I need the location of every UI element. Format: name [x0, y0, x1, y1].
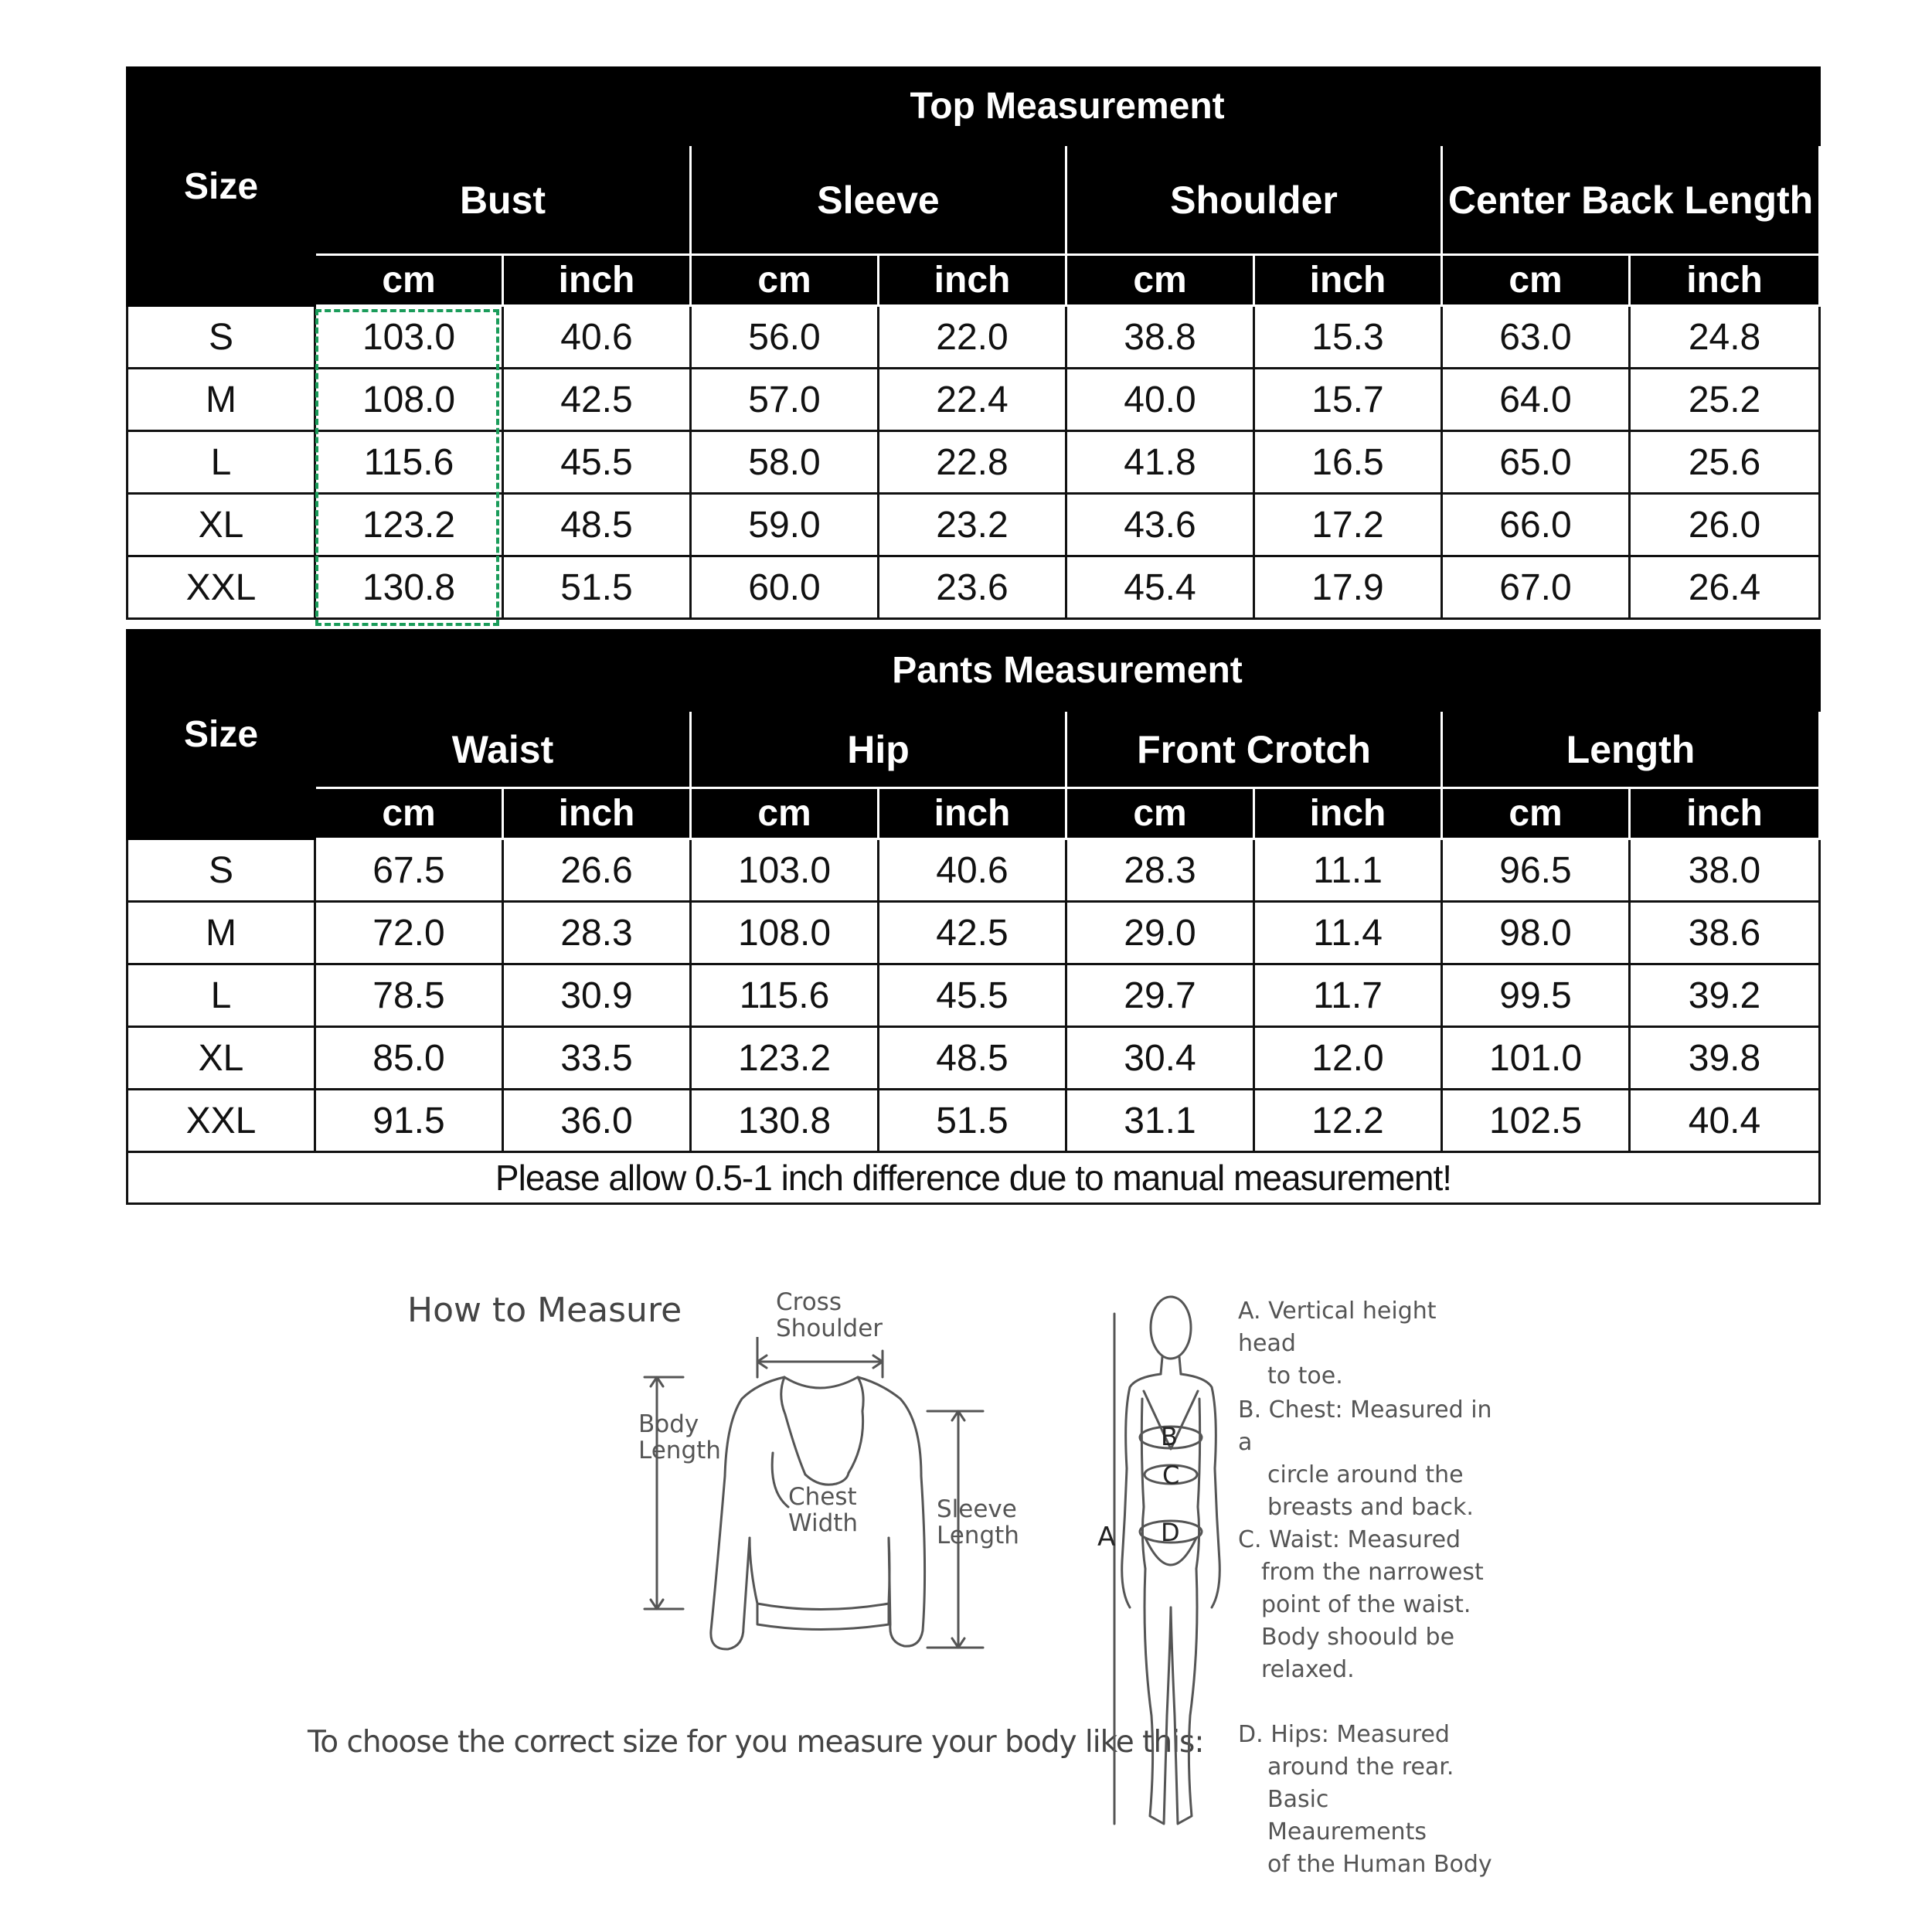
- value-cell: 26.4: [1630, 556, 1820, 619]
- value-cell: 115.6: [315, 431, 503, 494]
- top-measurement-table: [126, 66, 1821, 620]
- marker-b: B: [1161, 1422, 1178, 1451]
- value-cell: 28.3: [1066, 839, 1254, 902]
- pants-measurement-table: [126, 629, 1821, 1205]
- value-cell: 45.5: [503, 431, 691, 494]
- value-cell: 85.0: [315, 1027, 503, 1090]
- body-length-label: Body Length: [638, 1410, 721, 1464]
- column-group-header: Hip: [691, 711, 1066, 788]
- value-cell: 123.2: [691, 1027, 879, 1090]
- marker-d: D: [1161, 1518, 1180, 1547]
- value-cell: 123.2: [315, 494, 503, 556]
- value-cell: 108.0: [691, 902, 879, 964]
- value-cell: 22.4: [879, 369, 1066, 431]
- value-cell: 64.0: [1442, 369, 1630, 431]
- value-cell: 30.4: [1066, 1027, 1254, 1090]
- unit-header: inch: [1630, 255, 1820, 306]
- value-cell: 12.2: [1254, 1090, 1442, 1152]
- value-cell: 45.5: [879, 964, 1066, 1027]
- value-cell: 63.0: [1442, 306, 1630, 369]
- unit-header: cm: [691, 788, 879, 839]
- value-cell: 43.6: [1066, 494, 1254, 556]
- value-cell: 39.8: [1630, 1027, 1820, 1090]
- value-cell: 15.3: [1254, 306, 1442, 369]
- value-cell: 51.5: [503, 556, 691, 619]
- value-cell: 41.8: [1066, 431, 1254, 494]
- unit-header: cm: [1442, 255, 1630, 306]
- table-row: [128, 369, 1820, 431]
- unit-header: cm: [1442, 788, 1630, 839]
- note-b: B. Chest: Measured in a circle around the breasts and back.: [1238, 1396, 1492, 1521]
- value-cell: 38.0: [1630, 839, 1820, 902]
- value-cell: 67.5: [315, 839, 503, 902]
- value-cell: 11.4: [1254, 902, 1442, 964]
- unit-header: cm: [1066, 255, 1254, 306]
- unit-header: inch: [879, 788, 1066, 839]
- value-cell: 59.0: [691, 494, 879, 556]
- marker-a: A: [1097, 1522, 1116, 1553]
- value-cell: 40.4: [1630, 1090, 1820, 1152]
- value-cell: 108.0: [315, 369, 503, 431]
- table-row: [128, 431, 1820, 494]
- column-group-header: Waist: [315, 711, 691, 788]
- instruction-text: To choose the correct size for you measure your body like this:: [308, 1725, 1204, 1760]
- value-cell: 101.0: [1442, 1027, 1630, 1090]
- size-cell: L: [128, 431, 315, 494]
- value-cell: 99.5: [1442, 964, 1630, 1027]
- value-cell: 17.9: [1254, 556, 1442, 619]
- value-cell: 103.0: [691, 839, 879, 902]
- value-cell: 48.5: [879, 1027, 1066, 1090]
- value-cell: 45.4: [1066, 556, 1254, 619]
- table-row: [128, 964, 1820, 1027]
- value-cell: 38.6: [1630, 902, 1820, 964]
- value-cell: 103.0: [315, 306, 503, 369]
- value-cell: 23.6: [879, 556, 1066, 619]
- table-title: Pants Measurement: [315, 631, 1820, 711]
- note-d: D. Hips: Measured around the rear. Basic Meaurements of the Human Body: [1238, 1721, 1492, 1878]
- unit-header: inch: [1630, 788, 1820, 839]
- body-diagram: [1090, 1283, 1244, 1839]
- table-row: [128, 1090, 1820, 1152]
- value-cell: 130.8: [691, 1090, 879, 1152]
- value-cell: 31.1: [1066, 1090, 1254, 1152]
- marker-c: C: [1162, 1461, 1180, 1490]
- table-title: Top Measurement: [315, 68, 1820, 145]
- value-cell: 40.6: [879, 839, 1066, 902]
- value-cell: 17.2: [1254, 494, 1442, 556]
- value-cell: 26.0: [1630, 494, 1820, 556]
- table-row: [128, 902, 1820, 964]
- unit-header: inch: [879, 255, 1066, 306]
- value-cell: 115.6: [691, 964, 879, 1027]
- value-cell: 72.0: [315, 902, 503, 964]
- table-row: [128, 839, 1820, 902]
- column-group-header: Shoulder: [1066, 145, 1442, 255]
- value-cell: 30.9: [503, 964, 691, 1027]
- value-cell: 23.2: [879, 494, 1066, 556]
- value-cell: 48.5: [503, 494, 691, 556]
- column-group-header: Center Back Length: [1442, 145, 1820, 255]
- value-cell: 56.0: [691, 306, 879, 369]
- value-cell: 57.0: [691, 369, 879, 431]
- size-cell: XXL: [128, 1090, 315, 1152]
- value-cell: 91.5: [315, 1090, 503, 1152]
- unit-header: inch: [503, 255, 691, 306]
- value-cell: 11.1: [1254, 839, 1442, 902]
- value-cell: 22.8: [879, 431, 1066, 494]
- value-cell: 29.7: [1066, 964, 1254, 1027]
- value-cell: 40.6: [503, 306, 691, 369]
- value-cell: 22.0: [879, 306, 1066, 369]
- value-cell: 130.8: [315, 556, 503, 619]
- how-to-measure-title: How to Measure: [407, 1291, 682, 1330]
- cross-shoulder-label: Cross Shoulder: [776, 1288, 883, 1342]
- unit-header: cm: [315, 255, 503, 306]
- value-cell: 16.5: [1254, 431, 1442, 494]
- size-cell: S: [128, 839, 315, 902]
- table-row: [128, 556, 1820, 619]
- value-cell: 28.3: [503, 902, 691, 964]
- unit-header: inch: [1254, 255, 1442, 306]
- chest-width-label: Chest Width: [788, 1483, 859, 1537]
- value-cell: 25.6: [1630, 431, 1820, 494]
- value-cell: 25.2: [1630, 369, 1820, 431]
- size-cell: S: [128, 306, 315, 369]
- value-cell: 24.8: [1630, 306, 1820, 369]
- unit-header: cm: [315, 788, 503, 839]
- value-cell: 40.0: [1066, 369, 1254, 431]
- value-cell: 15.7: [1254, 369, 1442, 431]
- size-cell: XL: [128, 1027, 315, 1090]
- value-cell: 67.0: [1442, 556, 1630, 619]
- value-cell: 58.0: [691, 431, 879, 494]
- value-cell: 65.0: [1442, 431, 1630, 494]
- size-cell: M: [128, 369, 315, 431]
- value-cell: 39.2: [1630, 964, 1820, 1027]
- value-cell: 51.5: [879, 1090, 1066, 1152]
- value-cell: 38.8: [1066, 306, 1254, 369]
- value-cell: 11.7: [1254, 964, 1442, 1027]
- column-group-header: Front Crotch: [1066, 711, 1442, 788]
- column-group-header: Sleeve: [691, 145, 1066, 255]
- note-row: [128, 1152, 1820, 1204]
- value-cell: 78.5: [315, 964, 503, 1027]
- value-cell: 29.0: [1066, 902, 1254, 964]
- value-cell: 102.5: [1442, 1090, 1630, 1152]
- table-row: [128, 1027, 1820, 1090]
- value-cell: 33.5: [503, 1027, 691, 1090]
- size-header: Size: [128, 631, 315, 839]
- value-cell: 66.0: [1442, 494, 1630, 556]
- value-cell: 42.5: [503, 369, 691, 431]
- sleeve-length-label: Sleeve Length: [937, 1495, 1019, 1549]
- size-cell: XL: [128, 494, 315, 556]
- size-header: Size: [128, 68, 315, 306]
- measurement-note: Please allow 0.5-1 inch difference due to manual measurement!: [128, 1152, 1820, 1204]
- unit-header: cm: [1066, 788, 1254, 839]
- table-row: [128, 494, 1820, 556]
- size-cell: L: [128, 964, 315, 1027]
- value-cell: 36.0: [503, 1090, 691, 1152]
- note-c: C. Waist: Measured from the narrowest point of the waist. Body shoould be relaxed.: [1238, 1526, 1484, 1683]
- unit-header: inch: [1254, 788, 1442, 839]
- size-cell: M: [128, 902, 315, 964]
- value-cell: 60.0: [691, 556, 879, 619]
- table-row: [128, 306, 1820, 369]
- value-cell: 98.0: [1442, 902, 1630, 964]
- value-cell: 12.0: [1254, 1027, 1442, 1090]
- note-a: A. Vertical height head to toe.: [1238, 1298, 1437, 1389]
- unit-header: cm: [691, 255, 879, 306]
- value-cell: 42.5: [879, 902, 1066, 964]
- size-cell: XXL: [128, 556, 315, 619]
- value-cell: 96.5: [1442, 839, 1630, 902]
- column-group-header: Length: [1442, 711, 1820, 788]
- unit-header: inch: [503, 788, 691, 839]
- column-group-header: Bust: [315, 145, 691, 255]
- value-cell: 26.6: [503, 839, 691, 902]
